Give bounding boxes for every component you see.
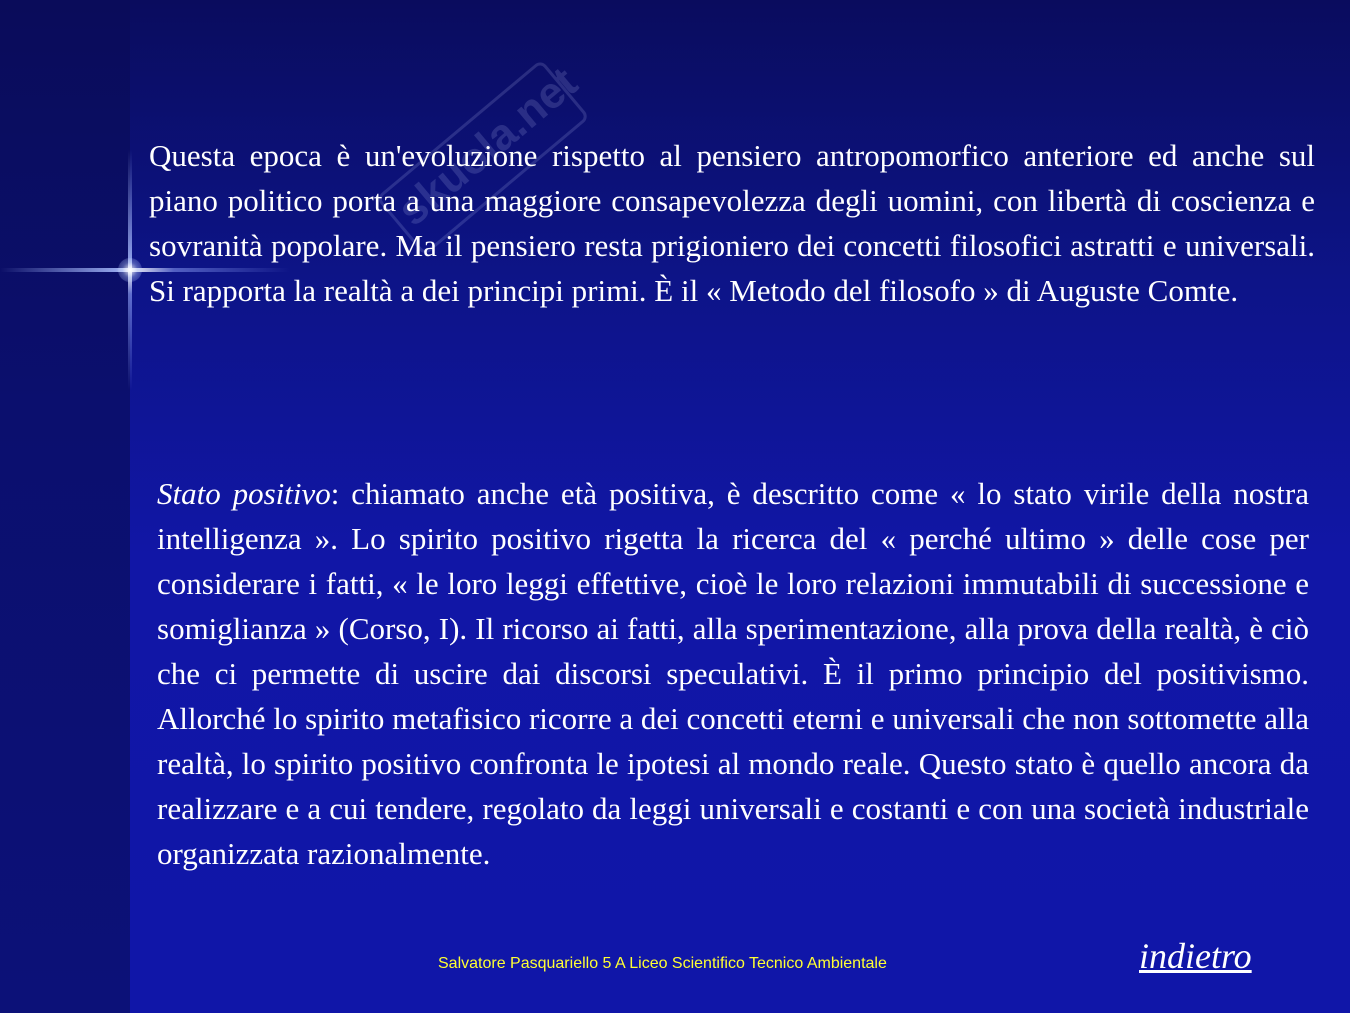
back-link[interactable]: indietro [1139, 936, 1252, 976]
watermark-text: skuola.net [388, 57, 587, 236]
left-decorative-band [0, 0, 130, 1013]
light-flare-center [118, 258, 142, 282]
positive-state-text: : chiamato anche età positiva, è descritto come « lo stato virile della nostra intelligenza ». Lo spirito positivo rigetta la ricerca del « perché ultimo » delle cose per considerare i fatti, « le loro leggi effettive, cioè le loro relazioni immutabili di successione e somiglianza » (Corso, I). Il ricorso ai fatti, alla sperimentazione, alla prova della realtà, è ciò che ci permette di uscire dai discorsi speculativi. È il primo principio del positivismo. Allorché lo spirito metafisico ricorre a dei concetti eterni e universali che non sottomette alla realtà, lo spirito positivo confronta le ipotesi al mondo reale. Questo stato è quello ancora da realizzare e a cui tendere, regolato da leggi universali e costanti e con una società industriale organizzata razionalmente. [157, 476, 1309, 871]
positive-state-term: Stato positivo [157, 476, 331, 511]
positive-state-paragraph [157, 471, 1309, 876]
intro-paragraph: Questa epoca è un'evoluzione rispetto al pensiero antropomorfico anteriore ed anche sul piano politico porta a una maggiore consapevolezza degli uomini, con libertà di coscienza e sovranità popolare. Ma il pensiero resta prigioniero dei concetti filosofici astratti e universali. Si rapporta la realtà a dei principi primi. È il « Metodo del filosofo » di Auguste Comte. [149, 138, 1315, 308]
footer-credit: Salvatore Pasquariello 5 A Liceo Scientifico Tecnico Ambientale [438, 955, 887, 972]
